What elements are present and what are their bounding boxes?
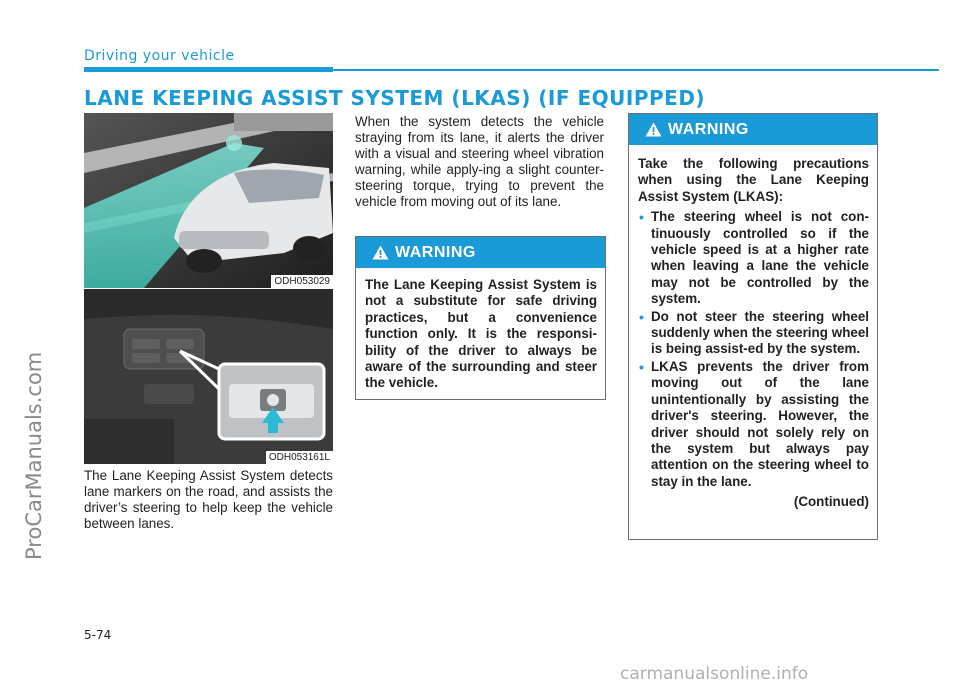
bullet-icon: • [639,308,644,325]
warning-triangle-icon [645,122,662,137]
lkas-alert-description: When the system detects the vehicle straying from its lane, it alerts the driver with a visual and steering wheel vibration warning, while apply-ing a slight counter-steering torque, trying to prevent the vehicle from moving out of its lane. [355,114,604,209]
warning-header [356,237,605,268]
header-rule-thin [333,69,939,71]
warning-body [629,145,877,511]
car-lane-figure [84,113,333,288]
lkas-switch-dashboard-illustration [84,289,333,464]
footer-watermark: carmanualsonline.info [620,664,809,684]
lkas-switch-figure [84,289,333,464]
warning-title: WARNING [395,243,476,261]
list-item: • Do not steer the steering wheel suddenly when the steering wheel is being assist-ed by the system. [639,308,869,357]
continued-label: (Continued) [793,494,869,510]
list-item: • LKAS prevents the driver from moving out of the lane unintentionally by assisting the driver's steering. However, the driver should not solely rely on the system but always pay attention on the steering wheel to stay in the lane. [639,358,869,489]
warning-title: WARNING [668,120,749,138]
header-rule-thick [84,67,333,72]
figure-code-2: ODH053161L [266,451,333,464]
bullet-icon: • [639,209,644,226]
warning-box-mid [355,236,606,400]
figure-code-1: ODH053029 [271,275,333,288]
bullet-icon: • [639,358,644,375]
warning-intro: Take the following precautions when using the Lane Keeping Assist System (LKAS): [638,156,869,204]
warning-body: The Lane Keeping Assist System is not a substitute for safe driving practices, but a convenience function only. It is the responsi-bility of the driver to always be aware of the surrounding and steer the vehicle. [365,277,597,391]
lkas-description: The Lane Keeping Assist System detects lane markers on the road, and assists the driver’s steering to help keep the vehicle between lanes. [84,468,333,531]
precaution-list [638,209,869,490]
warning-triangle-icon [372,245,389,260]
page-number: 5-74 [84,628,112,642]
warning-box-right [628,113,878,540]
warning-header [629,114,877,145]
car-on-lane-illustration [84,113,333,288]
list-item: • The steering wheel is not con-tinuously controlled so if the vehicle speed is at a higher rate when leaving a lane the vehicle may not be controlled by the system. [639,209,869,307]
side-watermark: ProCarManuals.com [22,351,46,560]
page-title: LANE KEEPING ASSIST SYSTEM (LKAS) (IF EQUIPPED) [84,86,706,110]
section-header: Driving your vehicle [84,48,235,64]
